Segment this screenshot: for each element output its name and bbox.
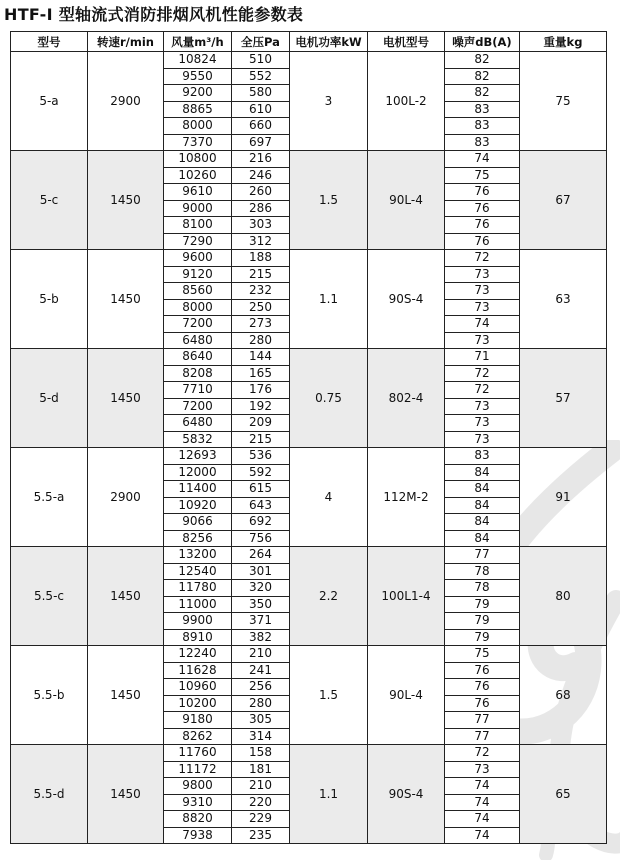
noise-cell: 84 (445, 481, 520, 498)
noise-cell: 76 (445, 217, 520, 234)
airflow-cell: 12240 (164, 646, 232, 663)
motor-model-cell: 802-4 (368, 349, 445, 448)
model-cell: 5.5-a (11, 448, 88, 547)
airflow-cell: 9600 (164, 250, 232, 267)
airflow-cell: 9610 (164, 184, 232, 201)
noise-cell: 76 (445, 695, 520, 712)
pressure-cell: 264 (232, 547, 290, 564)
pressure-cell: 158 (232, 745, 290, 762)
header-row (11, 32, 607, 52)
noise-cell: 74 (445, 794, 520, 811)
motor-power-cell: 1.1 (290, 745, 368, 844)
pressure-cell: 165 (232, 365, 290, 382)
table-row (11, 448, 607, 465)
noise-cell: 78 (445, 580, 520, 597)
noise-cell: 83 (445, 118, 520, 135)
airflow-cell: 11000 (164, 596, 232, 613)
noise-cell: 79 (445, 596, 520, 613)
airflow-cell: 11780 (164, 580, 232, 597)
motor-model-cell: 90S-4 (368, 250, 445, 349)
motor-model-cell: 90L-4 (368, 646, 445, 745)
pressure-cell: 536 (232, 448, 290, 465)
pressure-cell: 209 (232, 415, 290, 432)
pressure-cell: 256 (232, 679, 290, 696)
noise-cell: 77 (445, 712, 520, 729)
page-title: HTF-I 型轴流式消防排烟风机性能参数表 (4, 5, 304, 24)
noise-cell: 74 (445, 778, 520, 795)
pressure-cell: 280 (232, 332, 290, 349)
model-group (11, 52, 607, 151)
pressure-cell: 615 (232, 481, 290, 498)
weight-cell: 75 (520, 52, 607, 151)
airflow-cell: 10260 (164, 167, 232, 184)
model-cell: 5-b (11, 250, 88, 349)
airflow-cell: 9900 (164, 613, 232, 630)
weight-cell: 91 (520, 448, 607, 547)
noise-cell: 72 (445, 745, 520, 762)
pressure-cell: 210 (232, 778, 290, 795)
noise-cell: 83 (445, 134, 520, 151)
airflow-cell: 10800 (164, 151, 232, 168)
table-row (11, 547, 607, 564)
airflow-cell: 6480 (164, 332, 232, 349)
airflow-cell: 5832 (164, 431, 232, 448)
airflow-cell: 8000 (164, 118, 232, 135)
pressure-cell: 192 (232, 398, 290, 415)
airflow-cell: 8256 (164, 530, 232, 547)
table-row (11, 349, 607, 366)
pressure-cell: 215 (232, 431, 290, 448)
pressure-cell: 305 (232, 712, 290, 729)
airflow-cell: 11628 (164, 662, 232, 679)
airflow-cell: 8262 (164, 728, 232, 745)
model-group (11, 250, 607, 349)
model-cell: 5.5-d (11, 745, 88, 844)
pressure-cell: 643 (232, 497, 290, 514)
airflow-cell: 10200 (164, 695, 232, 712)
model-cell: 5-c (11, 151, 88, 250)
table-row (11, 745, 607, 762)
weight-cell: 65 (520, 745, 607, 844)
pressure-cell: 241 (232, 662, 290, 679)
noise-cell: 73 (445, 431, 520, 448)
model-group (11, 745, 607, 844)
airflow-cell: 9000 (164, 200, 232, 217)
airflow-cell: 8910 (164, 629, 232, 646)
airflow-cell: 12540 (164, 563, 232, 580)
airflow-cell: 7370 (164, 134, 232, 151)
noise-cell: 73 (445, 266, 520, 283)
noise-cell: 73 (445, 415, 520, 432)
pressure-cell: 371 (232, 613, 290, 630)
model-cell: 5-a (11, 52, 88, 151)
pressure-cell: 301 (232, 563, 290, 580)
header-motor-power: 电机功率kW (290, 32, 368, 52)
noise-cell: 75 (445, 646, 520, 663)
airflow-cell: 7290 (164, 233, 232, 250)
header-weight: 重量kg (520, 32, 607, 52)
airflow-cell: 7938 (164, 827, 232, 844)
airflow-cell: 8100 (164, 217, 232, 234)
pressure-cell: 610 (232, 101, 290, 118)
noise-cell: 84 (445, 464, 520, 481)
table-row (11, 52, 607, 69)
noise-cell: 77 (445, 547, 520, 564)
airflow-cell: 12000 (164, 464, 232, 481)
noise-cell: 76 (445, 662, 520, 679)
noise-cell: 76 (445, 200, 520, 217)
header-pressure: 全压Pa (232, 32, 290, 52)
airflow-cell: 7710 (164, 382, 232, 399)
motor-model-cell: 100L-2 (368, 52, 445, 151)
noise-cell: 74 (445, 316, 520, 333)
model-cell: 5-d (11, 349, 88, 448)
noise-cell: 73 (445, 398, 520, 415)
motor-model-cell: 90S-4 (368, 745, 445, 844)
model-cell: 5.5-c (11, 547, 88, 646)
pressure-cell: 188 (232, 250, 290, 267)
noise-cell: 74 (445, 151, 520, 168)
noise-cell: 73 (445, 283, 520, 300)
weight-cell: 63 (520, 250, 607, 349)
pressure-cell: 216 (232, 151, 290, 168)
noise-cell: 84 (445, 530, 520, 547)
noise-cell: 76 (445, 679, 520, 696)
airflow-cell: 8560 (164, 283, 232, 300)
motor-power-cell: 0.75 (290, 349, 368, 448)
airflow-cell: 9120 (164, 266, 232, 283)
airflow-cell: 10824 (164, 52, 232, 69)
noise-cell: 83 (445, 101, 520, 118)
speed-cell: 1450 (88, 745, 164, 844)
airflow-cell: 13200 (164, 547, 232, 564)
motor-power-cell: 3 (290, 52, 368, 151)
pressure-cell: 303 (232, 217, 290, 234)
airflow-cell: 9200 (164, 85, 232, 102)
airflow-cell: 9180 (164, 712, 232, 729)
motor-power-cell: 4 (290, 448, 368, 547)
pressure-cell: 181 (232, 761, 290, 778)
noise-cell: 72 (445, 365, 520, 382)
weight-cell: 67 (520, 151, 607, 250)
airflow-cell: 6480 (164, 415, 232, 432)
motor-power-cell: 1.5 (290, 151, 368, 250)
pressure-cell: 697 (232, 134, 290, 151)
speed-cell: 1450 (88, 547, 164, 646)
speed-cell: 1450 (88, 349, 164, 448)
noise-cell: 71 (445, 349, 520, 366)
header-speed: 转速r/min (88, 32, 164, 52)
pressure-cell: 592 (232, 464, 290, 481)
pressure-cell: 176 (232, 382, 290, 399)
header-airflow: 风量m³/h (164, 32, 232, 52)
pressure-cell: 260 (232, 184, 290, 201)
airflow-cell: 9066 (164, 514, 232, 531)
noise-cell: 79 (445, 613, 520, 630)
pressure-cell: 210 (232, 646, 290, 663)
airflow-cell: 11400 (164, 481, 232, 498)
model-group (11, 448, 607, 547)
airflow-cell: 7200 (164, 316, 232, 333)
motor-power-cell: 2.2 (290, 547, 368, 646)
pressure-cell: 692 (232, 514, 290, 531)
noise-cell: 82 (445, 52, 520, 69)
header-motor-model: 电机型号 (368, 32, 445, 52)
header-model: 型号 (11, 32, 88, 52)
table-row (11, 250, 607, 267)
motor-model-cell: 112M-2 (368, 448, 445, 547)
motor-model-cell: 100L1-4 (368, 547, 445, 646)
speed-cell: 1450 (88, 250, 164, 349)
pressure-cell: 580 (232, 85, 290, 102)
noise-cell: 76 (445, 233, 520, 250)
model-group (11, 349, 607, 448)
pressure-cell: 510 (232, 52, 290, 69)
noise-cell: 84 (445, 514, 520, 531)
airflow-cell: 10920 (164, 497, 232, 514)
noise-cell: 82 (445, 68, 520, 85)
pressure-cell: 229 (232, 811, 290, 828)
noise-cell: 73 (445, 332, 520, 349)
noise-cell: 74 (445, 827, 520, 844)
noise-cell: 79 (445, 629, 520, 646)
noise-cell: 74 (445, 811, 520, 828)
pressure-cell: 660 (232, 118, 290, 135)
pressure-cell: 350 (232, 596, 290, 613)
airflow-cell: 10960 (164, 679, 232, 696)
pressure-cell: 235 (232, 827, 290, 844)
airflow-cell: 8865 (164, 101, 232, 118)
noise-cell: 73 (445, 761, 520, 778)
model-group (11, 151, 607, 250)
speed-cell: 2900 (88, 448, 164, 547)
speed-cell: 2900 (88, 52, 164, 151)
noise-cell: 75 (445, 167, 520, 184)
motor-power-cell: 1.1 (290, 250, 368, 349)
pressure-cell: 286 (232, 200, 290, 217)
pressure-cell: 273 (232, 316, 290, 333)
motor-power-cell: 1.5 (290, 646, 368, 745)
airflow-cell: 7200 (164, 398, 232, 415)
header-noise: 噪声dB(A) (445, 32, 520, 52)
table-row (11, 151, 607, 168)
noise-cell: 77 (445, 728, 520, 745)
noise-cell: 78 (445, 563, 520, 580)
pressure-cell: 756 (232, 530, 290, 547)
airflow-cell: 12693 (164, 448, 232, 465)
airflow-cell: 8640 (164, 349, 232, 366)
airflow-cell: 11172 (164, 761, 232, 778)
pressure-cell: 314 (232, 728, 290, 745)
pressure-cell: 552 (232, 68, 290, 85)
noise-cell: 72 (445, 382, 520, 399)
noise-cell: 84 (445, 497, 520, 514)
pressure-cell: 312 (232, 233, 290, 250)
weight-cell: 80 (520, 547, 607, 646)
airflow-cell: 8000 (164, 299, 232, 316)
airflow-cell: 9800 (164, 778, 232, 795)
pressure-cell: 144 (232, 349, 290, 366)
noise-cell: 72 (445, 250, 520, 267)
pressure-cell: 246 (232, 167, 290, 184)
pressure-cell: 215 (232, 266, 290, 283)
pressure-cell: 320 (232, 580, 290, 597)
noise-cell: 82 (445, 85, 520, 102)
airflow-cell: 11760 (164, 745, 232, 762)
pressure-cell: 220 (232, 794, 290, 811)
noise-cell: 76 (445, 184, 520, 201)
noise-cell: 83 (445, 448, 520, 465)
weight-cell: 68 (520, 646, 607, 745)
model-group (11, 547, 607, 646)
model-cell: 5.5-b (11, 646, 88, 745)
airflow-cell: 8820 (164, 811, 232, 828)
motor-model-cell: 90L-4 (368, 151, 445, 250)
fan-spec-table (10, 31, 607, 844)
speed-cell: 1450 (88, 151, 164, 250)
table-row (11, 646, 607, 663)
model-group (11, 646, 607, 745)
airflow-cell: 9310 (164, 794, 232, 811)
airflow-cell: 8208 (164, 365, 232, 382)
speed-cell: 1450 (88, 646, 164, 745)
pressure-cell: 382 (232, 629, 290, 646)
weight-cell: 57 (520, 349, 607, 448)
airflow-cell: 9550 (164, 68, 232, 85)
pressure-cell: 280 (232, 695, 290, 712)
pressure-cell: 232 (232, 283, 290, 300)
pressure-cell: 250 (232, 299, 290, 316)
noise-cell: 73 (445, 299, 520, 316)
